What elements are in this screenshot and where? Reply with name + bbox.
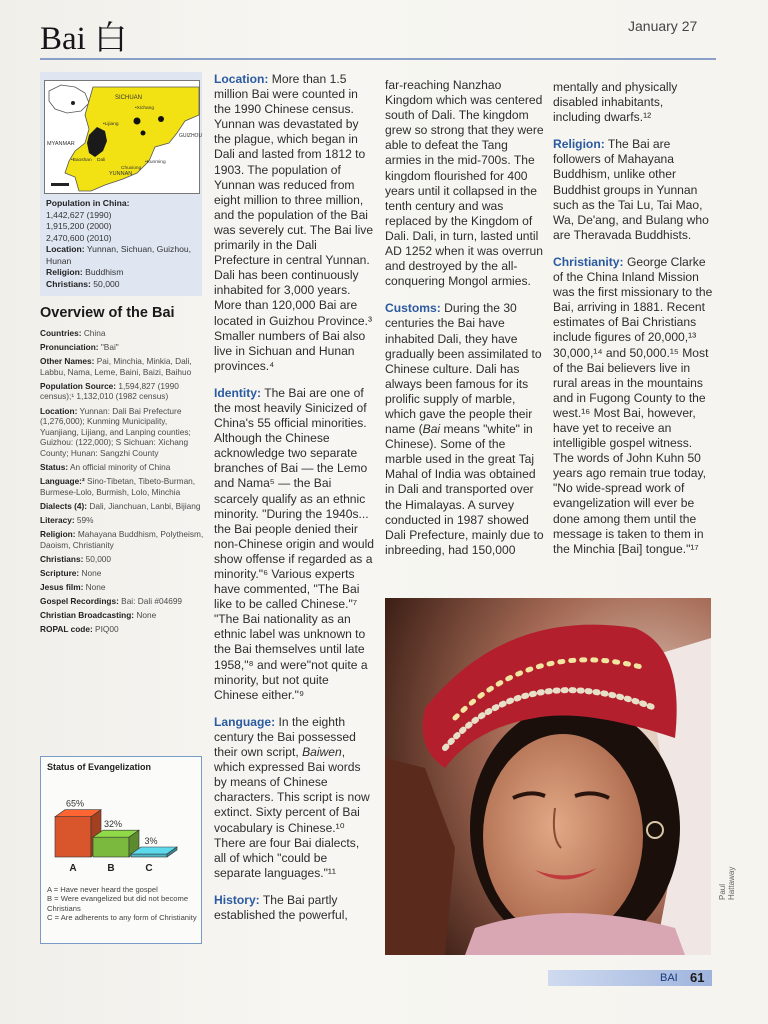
overview-row <box>40 515 206 526</box>
overview-row-label: Christian Broadcasting: <box>40 610 135 621</box>
map-svg <box>45 81 203 193</box>
legend-b: B = Were evangelized but did not become Christians <box>47 894 189 913</box>
religion-section <box>553 137 713 243</box>
evangelization-legend <box>47 885 197 923</box>
population-stats <box>46 198 200 290</box>
religion-heading: Religion: <box>553 137 605 152</box>
footer-people-name: BAI <box>660 972 678 984</box>
bar-b <box>93 837 129 857</box>
overview-row <box>40 356 206 377</box>
bar-c <box>131 854 167 857</box>
evangelization-title: Status of Evangelization <box>47 762 152 772</box>
christianity-heading: Christianity: <box>553 254 624 269</box>
overview-row <box>40 529 206 550</box>
face <box>483 734 643 938</box>
map-label-yunnan: YUNNAN <box>109 171 133 177</box>
map-label-xichang: •Xichang <box>135 106 155 111</box>
overview-row <box>40 381 206 402</box>
bar-category-label: A <box>69 863 77 874</box>
map-label-lijiang: •Lijiang <box>103 122 119 127</box>
language-heading: Language: <box>214 714 276 729</box>
customs-body-1: During the 30 centuries the Bai have inhabited Dali, they have gradually been assimilated to Chinese culture. Dali has always been famous for its prolific supply of marble, which gave the people their name ( <box>385 301 542 437</box>
overview-row-value: PIQ00 <box>95 624 119 635</box>
location-section <box>214 72 374 374</box>
christians-label: Christians: <box>46 278 91 289</box>
customs-continued: mentally and physically disabled inhabitants, including dwarfs.¹² <box>553 80 678 125</box>
bar-a <box>55 817 91 857</box>
identity-section <box>214 386 374 703</box>
map-label-chuxiong: Chuxiong <box>121 166 142 171</box>
customs-body-2: means "white" in Chinese). Some of the marble used in the great Taj Mahal of India was obtained in Dali and transported over the Himalayas. A survey conducted in 1987 showed Dali Prefecture, mainly due to inbreeding, had 150,000 <box>385 422 544 557</box>
overview-row <box>40 462 206 473</box>
bar-category-label: C <box>145 863 153 874</box>
bar-value-label: 32% <box>103 819 123 830</box>
overview-row-value: Yunnan: Dali Bai Prefecture (1,276,000); Kunming Municipality, Yuanjiang, Lijiang, and Lanping counties; Guizhou: (122,000); S Sichuan: Xichang County; Hunan: Sangzhi County <box>40 405 191 458</box>
overview-row-label: Gospel Recordings: <box>40 595 119 606</box>
map-label-myanmar: MYANMAR <box>47 141 75 147</box>
bar-category-label: B <box>107 863 115 874</box>
identity-heading: Identity: <box>214 385 262 400</box>
map-dot-central <box>141 131 146 136</box>
location-heading: Location: <box>214 72 269 86</box>
population-2010: 2,470,600 (2010) <box>46 232 112 243</box>
overview-row-value: None <box>81 567 102 578</box>
people-sidebar <box>40 72 202 296</box>
location-value: Yunnan, Sichuan, Guizhou, Hunan <box>46 244 192 266</box>
map-dot-east <box>134 118 141 125</box>
overview-row-label: Countries: <box>40 328 82 338</box>
map-dot-northeast <box>158 116 164 122</box>
overview-row <box>40 406 206 459</box>
overview-row <box>40 568 206 579</box>
overview-row-label: Population Source: <box>40 380 117 391</box>
overview-row-value: An official minority of China <box>69 462 171 473</box>
bar-value-label: 3% <box>144 836 158 846</box>
overview-row-value: Dali, Jianchuan, Lanbi, Bijiang <box>89 500 201 511</box>
overview-row-label: Dialects (4): <box>40 500 88 511</box>
map-label-sichuan: SICHUAN <box>115 95 143 101</box>
overview-row-label: Religion: <box>40 529 76 539</box>
overview-row-label: Christians: <box>40 553 84 564</box>
overview-row-label: Pronunciation: <box>40 342 99 353</box>
map-label-kunming: •Kunming <box>145 160 166 165</box>
religion-value: Buddhism <box>85 267 124 277</box>
location-body: More than 1.5 million Bai were counted in the 1990 Chinese census. Yunnan was devastated by the plague, which began in Dali and lasted from 1812 to 1903. The population of Yunnan was reduced from eight million to three million, and the population of the Bai was severely cut. The Bai live primarily in the Dali Prefecture in central Yunnan. Dali has been continuously inhabited for 3,000 years. More than 120,000 Bai are located in Guizhou Province.³ Smaller numbers of Bai also live in Sichuan and Hunan provinces.⁴ <box>214 72 374 373</box>
overview-row <box>40 328 206 339</box>
overview-row-value: Mahayana Buddhism, Polytheism, Daoism, Christianity <box>40 529 204 550</box>
history-heading: History: <box>214 892 260 907</box>
portrait-photo <box>385 598 711 955</box>
christianity-section <box>553 255 713 557</box>
overview-row-label: Other Names: <box>40 356 95 367</box>
population-2000: 1,915,200 (2000) <box>46 221 112 231</box>
overview-row-label: Jesus film: <box>40 581 84 592</box>
header-divider <box>40 58 716 60</box>
inset-locator <box>71 101 75 105</box>
overview-row-label: Status: <box>40 462 69 473</box>
language-section <box>214 715 374 881</box>
history-section <box>214 893 374 923</box>
overview-row-value: None <box>136 610 157 621</box>
overview-row <box>40 596 206 607</box>
overview-row-value: Bai: Dali #04699 <box>121 595 183 606</box>
overview-row <box>40 582 206 593</box>
overview-row-value: "Bai" <box>100 342 119 353</box>
overview-row-value: 59% <box>76 514 94 525</box>
evangelization-box <box>40 756 202 944</box>
photo-credit: Paul Hattaway <box>718 866 736 900</box>
map-label-dali: Dali <box>97 158 106 163</box>
legend-c: C = Are adherents to any form of Christianity <box>47 913 197 923</box>
overview-row-label: Language:² <box>40 476 85 487</box>
overview-row <box>40 610 206 621</box>
language-script-name: Baiwen <box>302 745 342 760</box>
location-label: Location: <box>46 244 85 254</box>
page-number: 61 <box>690 970 705 985</box>
history-body: The Bai partly established the powerful, <box>214 892 348 922</box>
map-label-guizhou: GUIZHOU <box>179 133 203 139</box>
overview-row-value: Pai, Minchia, Minkia, Dali, Labbu, Nama, Leme, Baini, Baizi, Baihuo <box>40 356 192 377</box>
overview-row <box>40 624 206 635</box>
overview-heading: Overview of the Bai <box>40 305 175 321</box>
text-column-3 <box>553 80 713 569</box>
bar-value-label: 65% <box>65 798 85 809</box>
overview-row <box>40 554 206 565</box>
identity-body: The Bai are one of the most heavily Sinicized of China's 55 official minorities. Although the Chinese acknowledge two separate branches of Bai — the Lemo and Nama⁵ — the Bai scarcely qualify as an ethnic minority. "During the 1940s... the Bai people denied their non-Chinese origin and would show offense if regarded as a minority."⁶ Various experts have commented, "The Bai like to be called Chinese."⁷ "The Bai nationality as an ethnic label was unknown to the Bai themselves until late 1958,"⁸ and were"not quite a minority, but not quite Chinese either."⁹ <box>214 385 375 702</box>
overview-row <box>40 501 206 512</box>
map-scale-bar <box>51 183 69 186</box>
footer-bar <box>548 970 712 986</box>
customs-heading: Customs: <box>385 301 441 316</box>
location-map <box>44 80 203 194</box>
customs-bai-word: Bai <box>422 422 441 437</box>
text-column-2 <box>385 78 545 570</box>
language-body-1: In the eighth century the Bai possessed their own script, <box>214 714 356 760</box>
customs-section <box>385 301 545 558</box>
overview-row-label: ROPAL code: <box>40 624 93 635</box>
overview-row-value: Sino-Tibetan, Tibeto-Burman, Burmese-Lolo, Burmish, Lolo, Minchia <box>40 476 196 497</box>
portrait-illustration <box>385 598 711 955</box>
map-label-baoshan: •Baoshan <box>71 158 92 163</box>
christianity-body: George Clarke of the China Inland Mission was the first missionary to the Bai, arriving in 1881. Recent estimates of Bai Christians include figures of 20,000,¹³ 30,000,¹⁴ and 50,000.¹⁵ Most of the Bai believers live in rural areas in the mountains and in Fugong County to the west.¹⁶ Most Bai, however, have yet to receive an intelligible gospel witness. The words of John Kuhn 50 years ago remain true today, "No wide-spread work of evangelization will ever be done among them until the message is taken to them in the Minchia [Bai] tongue."¹⁷ <box>553 254 713 556</box>
overview-row-label: Literacy: <box>40 514 75 525</box>
overview-row-value: None <box>85 581 106 592</box>
overview-row <box>40 342 206 353</box>
page-title: Bai 白 <box>40 21 128 57</box>
christians-value: 50,000 <box>93 278 120 289</box>
overview-row-label: Scripture: <box>40 567 80 578</box>
religion-body: The Bai are followers of Mahayana Buddhism, unlike other Buddhist groups in Yunnan such as the Tai Lu, Tai Mao, Wa, De'ang, and Bulang who are Theravada Buddhists. <box>553 137 709 242</box>
overview-row-label: Location: <box>40 405 78 416</box>
page-date: January 27 <box>628 18 698 34</box>
history-continued: far-reaching Nanzhao Kingdom which was centered south of Dali. The kingdom grew so strong that they were able to defeat the Tang armies in the mid-700s. The kingdom flourished for 400 years until it collapsed in the tenth century and was replaced by the Kingdom of Dali. Dali, in turn, lasted until AD 1252 when it was overrun and destroyed by the all-conquering Mongol armies. <box>385 78 544 289</box>
population-label: Population in China: <box>46 198 130 208</box>
overview-row <box>40 476 206 497</box>
overview-row-value: China <box>83 328 106 338</box>
population-1990: 1,442,627 (1990) <box>46 209 112 220</box>
text-column-1 <box>214 72 374 935</box>
evangelization-chart <box>41 775 199 885</box>
religion-label: Religion: <box>46 267 83 277</box>
overview-list <box>40 328 206 638</box>
legend-a: A = Have never heard the gospel <box>47 885 158 894</box>
language-body-2: , which expressed Bai words by means of Chinese characters. This script is now extinct. Sixty percent of Bai vocabulary is Chinese.¹⁰ There are four Bai dialects, all of which "could be separate languages."¹¹ <box>214 745 370 880</box>
overview-row-value: 1,594,827 (1990 census);¹ 1,132,010 (1982 census) <box>40 380 179 402</box>
overview-row-value: 50,000 <box>85 553 112 564</box>
